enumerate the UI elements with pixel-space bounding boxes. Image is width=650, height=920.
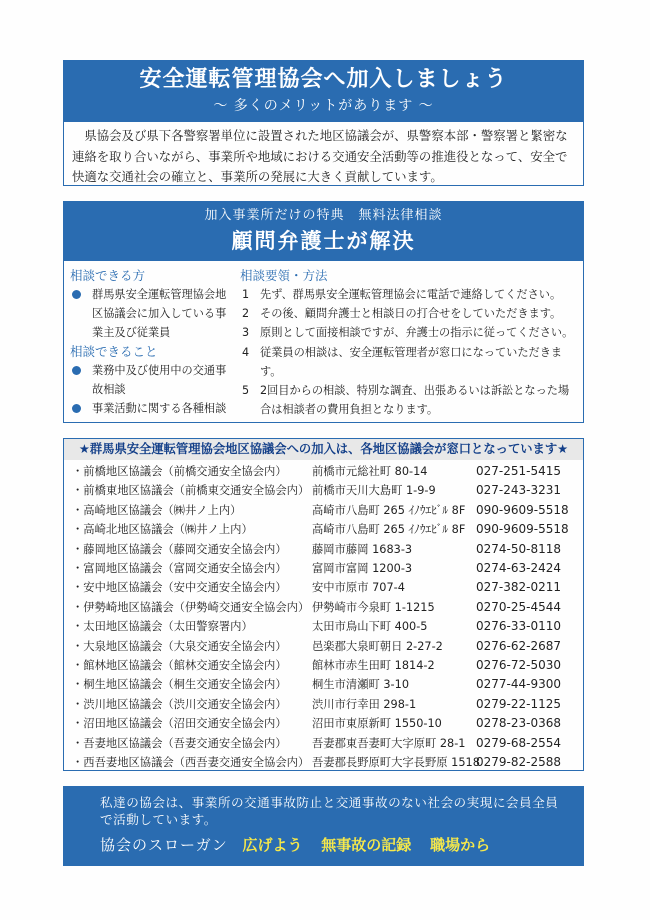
legal-kicker: 加入事業所だけの特典 無料法律相談 (204, 208, 443, 223)
office-name: ・富岡地区協議会（富岡交通安全協会内） (72, 562, 287, 575)
office-address: 邑楽郡大泉町朝日 2-27-2 (312, 639, 443, 653)
procedure-step (240, 304, 580, 323)
office-name: ・高崎北地区協議会（㈱井ノ上内） (72, 523, 253, 537)
page-subtitle: 〜 多くのメリットがあります 〜 (213, 98, 434, 114)
step-number: 3 (242, 326, 250, 340)
office-row (64, 481, 585, 500)
topics-heading: 相談できること (70, 343, 158, 359)
legal-body (63, 261, 584, 423)
office-phone: 027-382-0211 (476, 580, 562, 595)
office-name: ・安中地区協議会（安中交通安全協会内） (72, 581, 287, 595)
office-row (64, 578, 585, 597)
office-name: ・渋川地区協議会（渋川交通安全協会内） (72, 697, 287, 711)
office-row (64, 656, 585, 675)
office-phone: 090-9609-5518 (476, 522, 569, 537)
step-text: 2回目からの相談、特別な調査、出張あるいは訴訟となった場合は相談者の費用負担となります。 (260, 384, 570, 417)
topic-item (70, 361, 236, 399)
offices-heading: ★群馬県安全運転管理協会地区協議会への加入は、各地区協議会が窓口となっています★ (63, 438, 584, 460)
office-phone: 0278-23-0368 (476, 716, 562, 731)
office-address: 高崎市八島町 265 ｲﾉｳｴﾋﾞﾙ 8F (312, 523, 466, 537)
slogan-label: 協会のスローガン (100, 836, 228, 854)
step-text: 先ず、群馬県安全運転管理協会に電話で連絡してください。 (260, 288, 562, 301)
office-name: ・吾妻地区協議会（吾妻交通安全協会内） (72, 736, 287, 750)
step-text: 原則として面接相談ですが、弁護士の指示に従ってください。 (260, 326, 574, 340)
office-name: ・大泉地区協議会（大泉交通安全協会内） (72, 639, 287, 653)
office-row (64, 637, 585, 656)
office-address: 高崎市八島町 265 ｲﾉｳｴﾋﾞﾙ 8F (312, 503, 466, 517)
office-row (64, 598, 585, 617)
office-name: ・桐生地区協議会（桐生交通安全協会内） (72, 678, 287, 692)
eligible-item-text: 群馬県安全運転管理協会地区協議会に加入している事業主及び従業員 (92, 288, 227, 340)
office-phone: 0279-68-2554 (476, 735, 562, 750)
eligible-item (70, 285, 236, 343)
office-row (64, 540, 585, 559)
step-number: 5 (242, 384, 250, 398)
office-row (64, 501, 585, 520)
office-phone: 0276-62-2687 (476, 638, 562, 653)
procedure-heading: 相談要領・方法 (240, 268, 328, 283)
office-row (64, 520, 585, 539)
footer-message: 私達の協会は、事業所の交通事故防止と交通事故のない社会の実現に会員全員で活動しています。 (100, 795, 559, 827)
office-phone: 090-9609-5518 (476, 502, 569, 517)
office-name: ・高崎地区協議会（㈱井ノ上内） (72, 503, 242, 517)
office-address: 渋川市行幸田 298-1 (312, 697, 417, 711)
office-address: 沼田市東原新町 1550-10 (312, 717, 442, 731)
office-address: 藤岡市藤岡 1683-3 (312, 542, 413, 556)
header-banner (63, 60, 584, 122)
office-row (64, 695, 585, 714)
legal-right-column (240, 267, 580, 419)
office-phone: 027-243-3231 (476, 483, 562, 498)
office-address: 前橋市天川大島町 1-9-9 (312, 484, 436, 498)
office-row (64, 714, 585, 733)
bullet-dot-icon (72, 290, 81, 299)
office-address: 安中市原市 707-4 (312, 581, 405, 595)
office-phone: 0277-44-9300 (476, 677, 562, 692)
offices-list (63, 460, 584, 771)
office-name: ・前橋東地区協議会（前橋東交通安全協会内） (72, 484, 310, 498)
procedure-step (240, 285, 580, 304)
topic-item (70, 399, 236, 418)
office-phone: 0279-82-2588 (476, 755, 562, 769)
office-address: 館林市赤生田町 1814-2 (312, 659, 435, 672)
slogan-part: 無事故の記録 (321, 836, 412, 854)
intro-box (63, 122, 584, 186)
office-name: ・太田地区協議会（太田警察署内） (72, 620, 253, 634)
slogan-part: 広げよう (242, 836, 303, 854)
office-phone: 0270-25-4544 (476, 599, 562, 614)
legal-banner (63, 201, 584, 261)
office-name: ・藤岡地区協議会（藤岡交通安全協会内） (72, 542, 287, 556)
office-name: ・前橋地区協議会（前橋交通安全協会内） (72, 465, 287, 478)
office-address: 太田市鳥山下町 400-5 (312, 620, 428, 634)
step-text: 従業員の相談は、安全運転管理者が窓口になっていただきます。 (260, 345, 563, 378)
office-name: ・伊勢崎地区協議会（伊勢崎交通安全協会内） (72, 600, 310, 614)
procedure-step (240, 323, 580, 342)
step-number: 4 (242, 345, 250, 359)
step-text: その後、顧問弁護士と相談日の打合せをしていただきます。 (260, 307, 562, 321)
legal-title: 顧問弁護士が解決 (231, 229, 416, 253)
office-name: ・館林地区協議会（館林交通安全協会内） (72, 659, 287, 672)
step-number: 2 (242, 307, 250, 321)
procedure-step (240, 343, 580, 381)
office-phone: 0276-33-0110 (476, 619, 562, 634)
office-address: 吾妻郡東吾妻町大字原町 28-1 (312, 736, 466, 750)
office-row (64, 462, 585, 481)
topic-item-text: 事業活動に関する各種相談 (92, 402, 227, 416)
office-phone: 0276-72-5030 (476, 658, 562, 672)
office-name: ・西吾妻地区協議会（西吾妻交通安全協会内） (72, 756, 310, 769)
office-address: 吾妻郡長野原町大字長野原 1518 (312, 756, 480, 769)
office-address: 前橋市元総社町 80-14 (312, 465, 428, 478)
procedure-step (240, 381, 580, 419)
office-phone: 027-251-5415 (476, 464, 562, 478)
office-name: ・沼田地区協議会（沼田交通安全協会内） (72, 717, 287, 731)
bullet-dot-icon (72, 366, 81, 375)
office-phone: 0274-50-8118 (476, 541, 562, 556)
slogan (100, 835, 504, 855)
topic-item-text: 業務中及び使用中の交通事故相談 (92, 363, 227, 396)
office-row (64, 559, 585, 578)
legal-left-column (70, 267, 236, 418)
footer-banner (63, 786, 584, 866)
office-phone: 0274-63-2424 (476, 561, 562, 575)
office-phone: 0279-22-1125 (476, 696, 562, 711)
office-address: 伊勢崎市今泉町 1-1215 (312, 600, 435, 614)
office-address: 桐生市清瀬町 3-10 (312, 678, 410, 692)
office-row (64, 753, 585, 772)
intro-text: 県協会及び県下各警察署単位に設置された地区協議会が、県警察本部・警察署と緊密な連絡を取り合いながら、事業所や地域における交通安全活動等の推進役となって、安全で快適な交通社会の確立と、事業所の発展に大きく貢献しています。 (72, 128, 568, 184)
slogan-part: 職場から (430, 836, 491, 854)
step-number: 1 (242, 288, 250, 301)
page-title: 安全運転管理協会へ加入しましょう (139, 67, 508, 92)
office-row (64, 734, 585, 753)
office-address: 富岡市富岡 1200-3 (312, 562, 413, 575)
office-row (64, 617, 585, 636)
office-row (64, 675, 585, 694)
bullet-dot-icon (72, 404, 81, 413)
eligible-heading: 相談できる方 (70, 268, 146, 283)
